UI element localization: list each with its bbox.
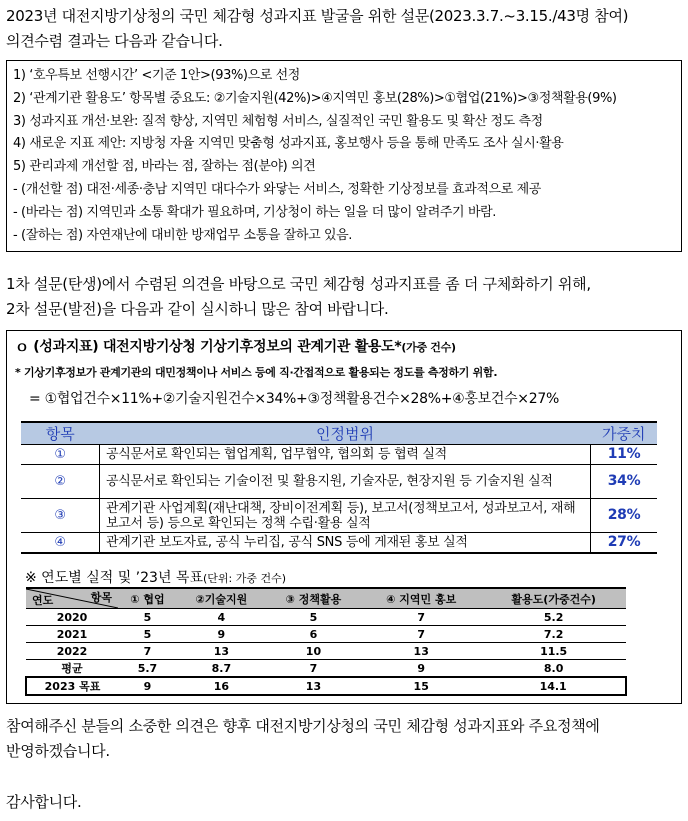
yearly-value: 16 [177, 677, 266, 695]
yearly-value: 5 [266, 609, 361, 626]
yearly-year: 2021 [26, 626, 118, 643]
yearly-value: 6 [266, 626, 361, 643]
criteria-weight: 34% [591, 465, 658, 499]
yearly-value: 8.7 [177, 660, 266, 678]
yearly-value: 13 [361, 643, 481, 660]
yearly-row [26, 643, 626, 660]
result-line: 1) ‘호우특보 선행시간’ <기준 1안>(93%)으로 선정 [13, 68, 300, 83]
yearly-value: 5.2 [481, 609, 626, 626]
yearly-row [26, 626, 626, 643]
criteria-weight: 11% [591, 445, 658, 465]
criteria-scope: 관계기관 보도자료, 공식 누리집, 공식 SNS 등에 게재된 홍보 실적 [100, 533, 591, 553]
corner-top-label: 항목 [90, 591, 112, 604]
indicator-title [15, 336, 456, 356]
yearly-header: ① 협업 [118, 588, 177, 609]
yearly-year: 2022 [26, 643, 118, 660]
criteria-table [21, 421, 657, 554]
yearly-value: 5.7 [118, 660, 177, 678]
yearly-unit: (단위: 가중 건수) [202, 572, 287, 585]
indicator-box [6, 330, 682, 704]
yearly-value: 13 [177, 643, 266, 660]
result-line: 5) 관리과제 개선할 점, 바라는 점, 잘하는 점(분야) 의견 [13, 159, 316, 175]
intro-line-1: 2023년 대전지방기상청의 국민 체감형 성과지표 발굴을 위한 설문(2023.3.7.~3.15./43명 참여) [6, 7, 629, 25]
criteria-row [21, 499, 657, 533]
yearly-header: 활용도(가중건수) [481, 588, 626, 609]
result-line: 4) 새로운 지표 제안: 지방청 자율 지역민 맞춤형 성과지표, 홍보행사 등을 통해 만족도 조사 실시·활용 [13, 136, 564, 152]
yearly-header: ②기술지원 [177, 588, 266, 609]
criteria-item: ② [21, 465, 100, 499]
corner-bottom-label: 연도 [32, 594, 54, 607]
intro-line-2: 의견수렴 결과는 다음과 같습니다. [6, 32, 223, 50]
criteria-scope: 공식문서로 확인되는 협업계획, 업무협약, 협의회 등 협력 실적 [100, 445, 591, 465]
yearly-year: 2023 목표 [26, 677, 118, 695]
yearly-header: ③ 정책활용 [266, 588, 361, 609]
criteria-scope: 관계기관 사업계획(재난대책, 장비이전계획 등), 보고서(정책보고서, 성과보고서, 재해보고서 등) 등으로 확인되는 정책 수립·활용 실적 [100, 499, 591, 533]
criteria-weight: 27% [591, 533, 658, 553]
criteria-scope: 공식문서로 확인되는 기술이전 및 활용지원, 기술자문, 현장지원 등 기술지원 실적 [100, 465, 591, 499]
yearly-value: 7 [266, 660, 361, 678]
yearly-title-text: ※ 연도별 실적 및 ’23년 목표 [25, 570, 203, 586]
survey-results-box [6, 60, 682, 252]
intro-paragraph [6, 4, 684, 54]
thanks-text: 감사합니다. [6, 793, 82, 811]
yearly-value: 4 [177, 609, 266, 626]
second-line-2: 2차 설문(발전)을 다음과 같이 실시하니 많은 참여 바랍니다. [6, 300, 389, 318]
yearly-title [25, 567, 286, 587]
yearly-value: 5 [118, 609, 177, 626]
yearly-row [26, 609, 626, 626]
yearly-value: 7 [118, 643, 177, 660]
yearly-header: ④ 지역민 홍보 [361, 588, 481, 609]
result-line: - (잘하는 점) 자연재난에 대비한 방재업무 소통을 잘하고 있음. [13, 227, 353, 243]
yearly-value: 7.2 [481, 626, 626, 643]
yearly-value: 8.0 [481, 660, 626, 678]
criteria-item: ④ [21, 533, 100, 553]
yearly-value: 9 [177, 626, 266, 643]
indicator-title-note: (가중 건수) [401, 341, 456, 354]
yearly-target-row [26, 677, 626, 695]
indicator-title-text: ｏ (성과지표) 대전지방기상청 기상기후정보의 관계기관 활용도* [15, 339, 402, 355]
criteria-weight: 28% [591, 499, 658, 533]
criteria-header-weight: 가중치 [591, 422, 658, 445]
yearly-value: 9 [361, 660, 481, 678]
yearly-year: 평균 [26, 660, 118, 678]
indicator-formula: = ①협업건수×11%+②기술지원건수×34%+③정책활용건수×28%+④홍보건수×27% [29, 391, 559, 407]
yearly-value: 7 [361, 609, 481, 626]
criteria-row [21, 465, 657, 499]
result-line: 2) ‘관계기관 활용도’ 항목별 중요도: ②기술지원(42%)>④지역민 홍보(28%)>①협업(21%)>③정책활용(9%) [13, 90, 617, 106]
yearly-row [26, 660, 626, 678]
closing-line-2: 반영하겠습니다. [6, 742, 110, 760]
yearly-value: 5 [118, 626, 177, 643]
yearly-table [25, 587, 627, 696]
criteria-header-scope: 인정범위 [100, 422, 591, 445]
yearly-value: 10 [266, 643, 361, 660]
yearly-corner-header [26, 588, 118, 609]
yearly-year: 2020 [26, 609, 118, 626]
second-line-1: 1차 설문(탄생)에서 수렴된 의견을 바탕으로 국민 체감형 성과지표를 좀 더 구체화하기 위해, [6, 275, 591, 293]
result-line: - (개선할 점) 대전·세종·충남 지역민 대다수가 와닿는 서비스, 정확한 기상정보를 효과적으로 제공 [13, 181, 541, 197]
result-line: 3) 성과지표 개선·보완: 질적 향상, 지역민 체험형 서비스, 실질적인 국민 활용도 및 확산 정도 측정 [13, 113, 543, 129]
criteria-item: ③ [21, 499, 100, 533]
yearly-value: 11.5 [481, 643, 626, 660]
second-survey-paragraph [6, 272, 684, 322]
yearly-value: 15 [361, 677, 481, 695]
indicator-note: * 기상기후정보가 관계기관의 대민정책이나 서비스 등에 직·간접적으로 활용되는 정도를 측정하기 위함. [15, 366, 498, 379]
criteria-row [21, 533, 657, 553]
closing-line-1: 참여해주신 분들의 소중한 의견은 향후 대전지방기상청의 국민 체감형 성과지표와 주요정책에 [6, 717, 600, 735]
result-line: - (바라는 점) 지역민과 소통 확대가 필요하며, 기상청이 하는 일을 더 많이 알려주기 바람. [13, 204, 496, 220]
criteria-header-item: 항목 [21, 422, 100, 445]
criteria-item: ① [21, 445, 100, 465]
closing-paragraph [6, 714, 684, 764]
criteria-row [21, 445, 657, 465]
yearly-value: 14.1 [481, 677, 626, 695]
yearly-value: 13 [266, 677, 361, 695]
yearly-value: 9 [118, 677, 177, 695]
yearly-value: 7 [361, 626, 481, 643]
